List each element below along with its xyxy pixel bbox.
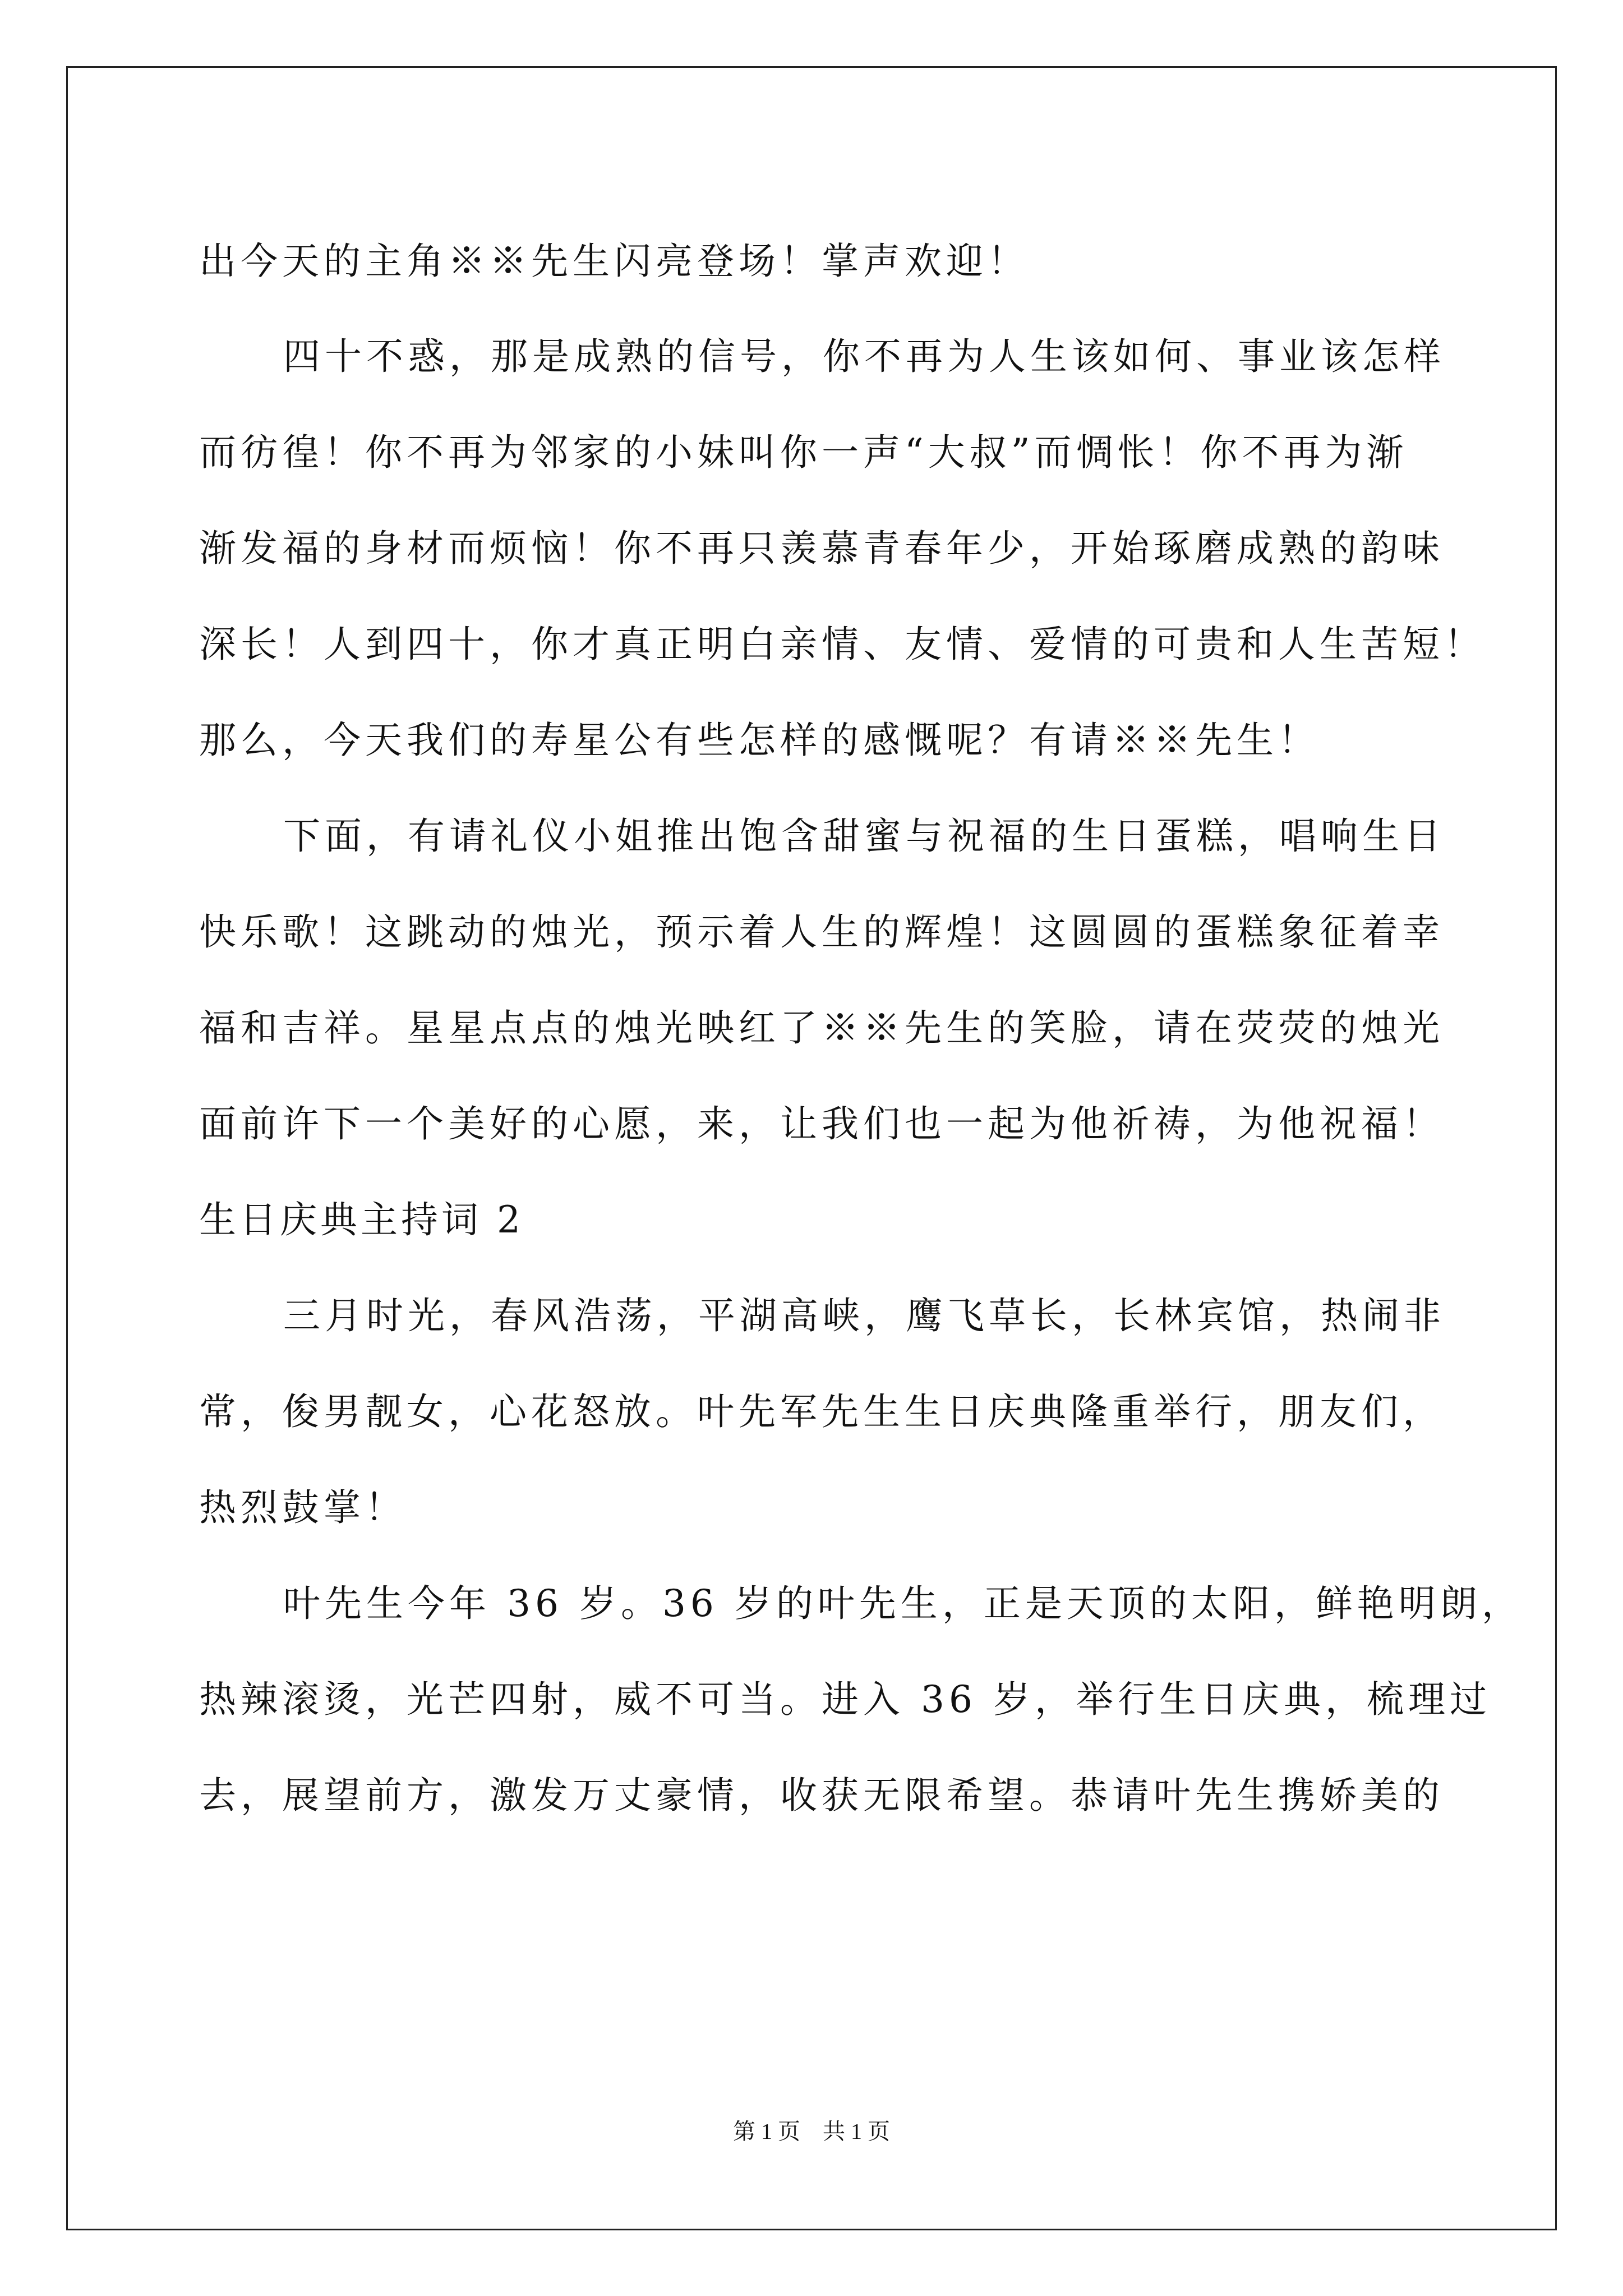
page-number: 第 1 页: [733, 2119, 800, 2144]
paragraph-first-line: 四十不惑，那是成熟的信号，你不再为人生该如何、事业该怎样: [283, 335, 1445, 378]
document-body: [199, 213, 1523, 1843]
page-total: 共 1 页: [823, 2119, 890, 2144]
section-heading: 生日庆典主持词 2: [199, 1198, 524, 1241]
text-line: 那么，今天我们的寿星公有些怎样的感慨呢？有请※※先生！: [199, 719, 1320, 762]
text-line: 渐发福的身材而烦恼！你不再只羡慕青春年少，开始琢磨成熟的韵味: [199, 527, 1444, 570]
text-line: 面前许下一个美好的心愿，来，让我们也一起为他祈祷，为他祝福！: [199, 1102, 1444, 1145]
paragraph-first-line: 叶先生今年 36 岁。36 岁的叶先生，正是天顶的太阳，鲜艳明朗，: [283, 1582, 1523, 1625]
text-line: 快乐歌！这跳动的烛光，预示着人生的辉煌！这圆圆的蛋糕象征着幸: [199, 910, 1444, 954]
text-line: 常，俊男靓女，心花怒放。叶先军先生生日庆典隆重举行，朋友们，: [199, 1390, 1444, 1433]
text-line: 热烈鼓掌！: [199, 1486, 407, 1529]
text-line: 去，展望前方，激发万丈豪情，收获无限希望。恭请叶先生携娇美的: [199, 1774, 1444, 1817]
text-line: 出今天的主角※※先生闪亮登场！掌声欢迎！: [199, 240, 1029, 283]
text-line: 热辣滚烫，光芒四射，威不可当。进入 36 岁，举行生日庆典，梳理过: [199, 1678, 1491, 1721]
page-footer: [0, 2115, 1623, 2148]
text-line: 福和吉祥。星星点点的烛光映红了※※先生的笑脸，请在荧荧的烛光: [199, 1006, 1444, 1050]
paragraph-first-line: 三月时光，春风浩荡，平湖高峡，鹰飞草长，长林宾馆，热闹非: [283, 1294, 1445, 1337]
text-line: 而彷徨！你不再为邻家的小妹叫你一声“大叔”而惆怅！你不再为渐: [199, 431, 1408, 474]
text-line: 深长！人到四十，你才真正明白亲情、友情、爱情的可贵和人生苦短！: [199, 623, 1486, 666]
paragraph-first-line: 下面，有请礼仪小姐推出饱含甜蜜与祝福的生日蛋糕，唱响生日: [283, 815, 1445, 858]
